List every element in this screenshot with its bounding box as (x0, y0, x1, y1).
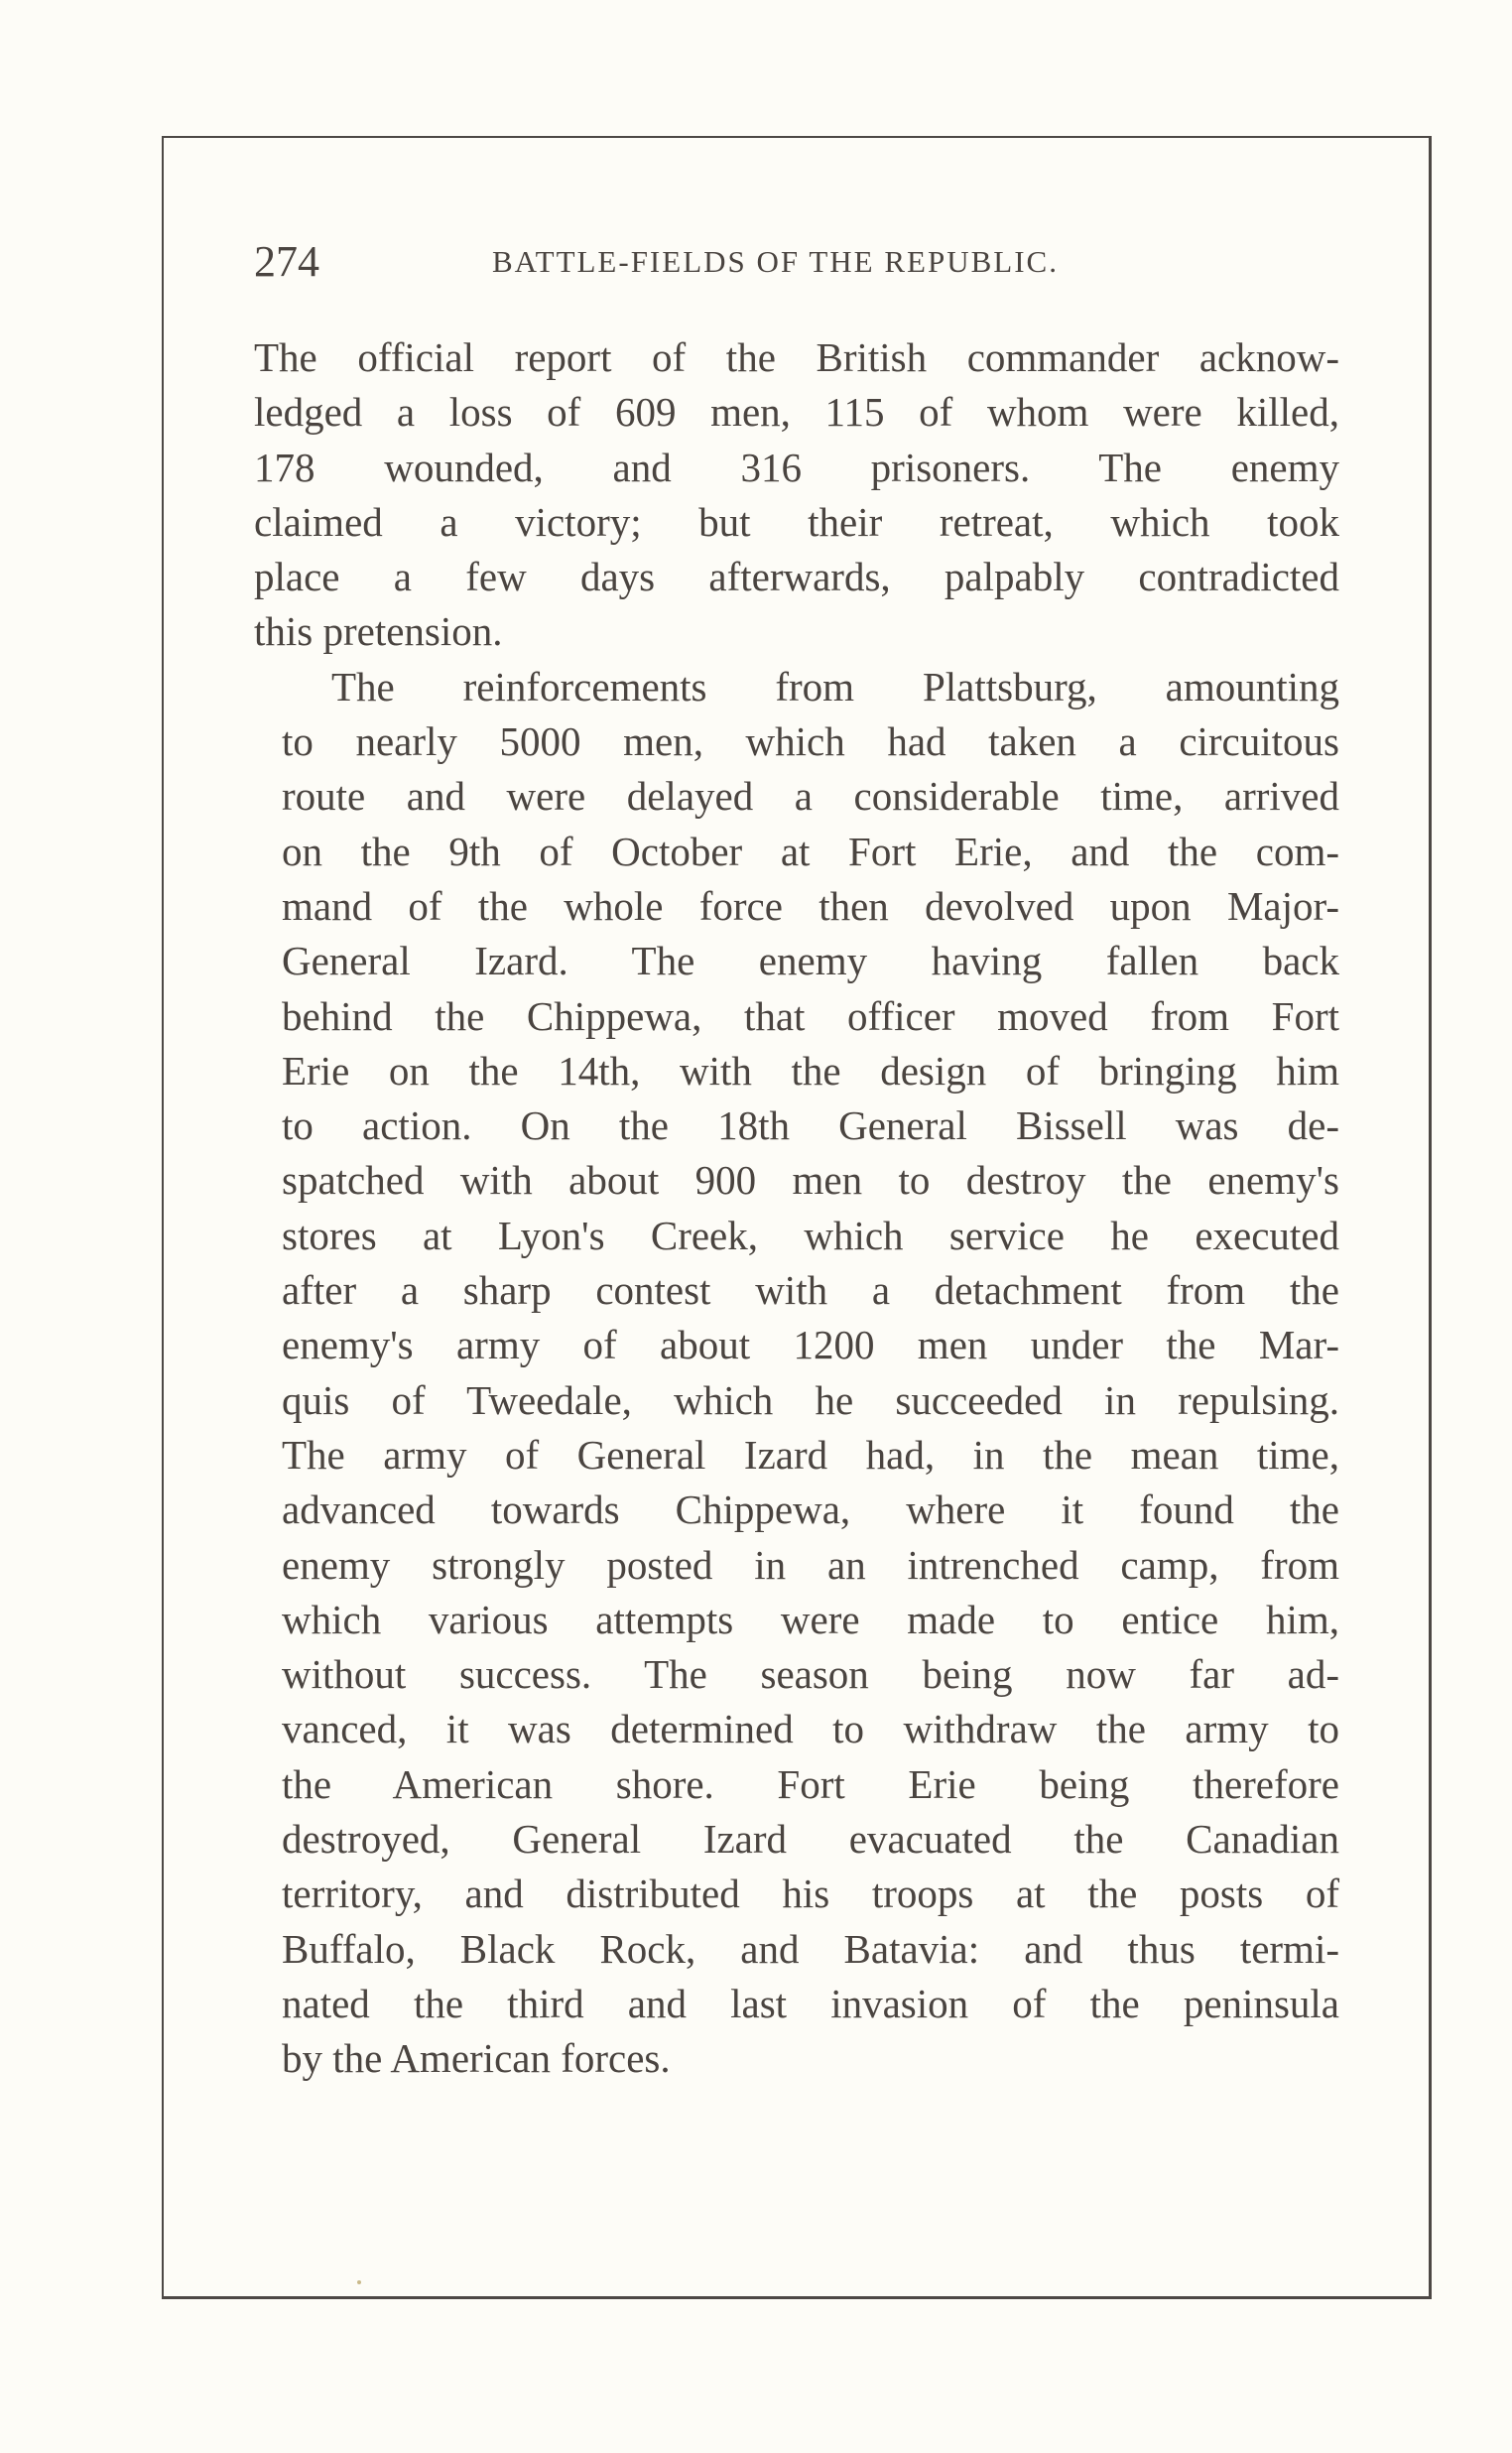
paragraph (254, 330, 1339, 660)
text-line: without success. The season being now far ad- (282, 1651, 1339, 1698)
text-line: ledged a loss of 609 men, 115 of whom were killed, (254, 389, 1339, 436)
text-line: to action. On the 18th General Bissell was de- (282, 1102, 1339, 1149)
running-title: BATTLE-FIELDS OF THE REPUBLIC. (492, 244, 1059, 279)
text-line: Buffalo, Black Rock, and Batavia: and thus termi- (282, 1925, 1339, 1972)
text-line: behind the Chippewa, that officer moved from Fort (282, 992, 1339, 1039)
text-line: after a sharp contest with a detachment from the (282, 1267, 1339, 1314)
text-line: quis of Tweedale, which he succeeded in repulsing. (282, 1376, 1339, 1423)
text-line: General Izard. The enemy having fallen back (282, 938, 1339, 984)
text-line: nated the third and last invasion of the peninsula (282, 1980, 1339, 2026)
text-line: to nearly 5000 men, which had taken a circuitous (282, 718, 1339, 765)
text-line: spatched with about 900 men to destroy the enemy's (282, 1157, 1339, 1204)
text-line: this pretension. (254, 608, 503, 655)
text-line: route and were delayed a considerable time, arrived (282, 773, 1339, 820)
page-header (254, 236, 1340, 286)
text-line: vanced, it was determined to withdraw the army to (282, 1706, 1339, 1752)
text-line: enemy strongly posted in an intrenched camp, from (282, 1541, 1339, 1588)
text-line: mand of the whole force then devolved upon Major- (282, 882, 1339, 929)
text-line: the American shore. Fort Erie being therefore (282, 1760, 1339, 1807)
text-line: stores at Lyon's Creek, which service he executed (282, 1212, 1339, 1258)
text-line: destroyed, General Izard evacuated the Canadian (282, 1816, 1339, 1863)
paragraph (282, 660, 1339, 2087)
text-line: The reinforcements from Plattsburg, amounting (331, 663, 1339, 710)
text-line: by the American forces. (282, 2035, 671, 2082)
text-line: enemy's army of about 1200 men under the Mar- (282, 1322, 1339, 1368)
text-line: The army of General Izard had, in the mean time, (282, 1431, 1339, 1478)
ink-speck (357, 2280, 361, 2284)
text-line: territory, and distributed his troops at the posts of (282, 1871, 1339, 1917)
text-line: place a few days afterwards, palpably contradicted (254, 554, 1339, 600)
body-text (254, 330, 1339, 2087)
text-line: advanced towards Chippewa, where it found the (282, 1486, 1339, 1533)
text-line: on the 9th of October at Fort Erie, and the com- (282, 828, 1339, 874)
text-line: The official report of the British commander acknow- (254, 334, 1339, 380)
text-line: which various attempts were made to entice him, (282, 1596, 1339, 1642)
text-line: 178 wounded, and 316 prisoners. The enemy (254, 444, 1339, 490)
text-line: claimed a victory; but their retreat, which took (254, 498, 1339, 545)
text-line: Erie on the 14th, with the design of bringing him (282, 1047, 1339, 1094)
page-number: 274 (254, 237, 319, 286)
